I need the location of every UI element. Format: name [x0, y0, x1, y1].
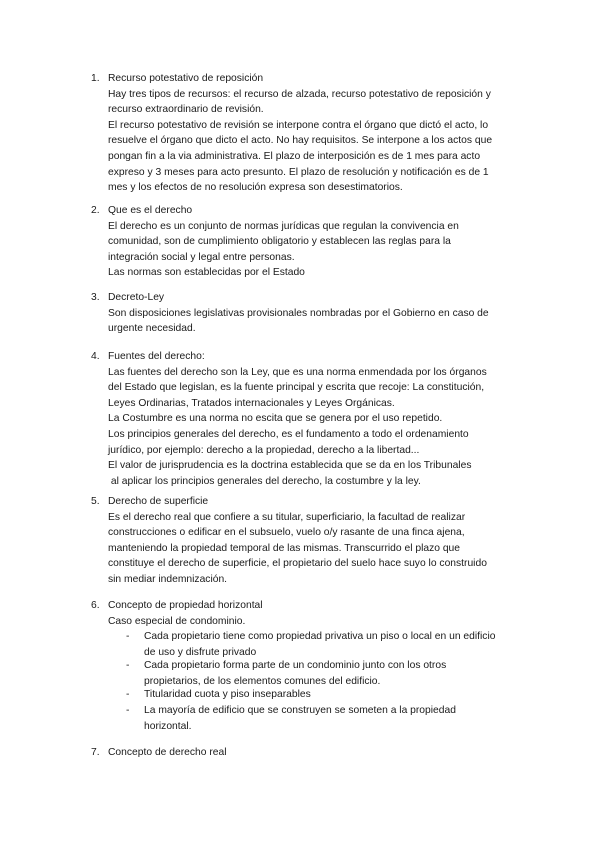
paragraph-line: recurso extraordinario de revisión.	[108, 104, 264, 116]
paragraph-line: Hay tres tipos de recursos: el recurso de alzada, recurso potestativo de reposición y	[108, 88, 491, 100]
section-title: Concepto de derecho real	[108, 747, 227, 758]
bullet-line: de uso y disfrute privado	[144, 646, 257, 658]
paragraph-line: El valor de jurisprudencia es la doctrina establecida que se da en los Tribunales	[108, 460, 472, 472]
section-title: Recurso potestativo de reposición	[108, 73, 264, 84]
paragraph-line: expreso y 3 meses para acto presunto. El plazo de resolución y notificación es de 1	[108, 166, 489, 178]
paragraph-line: comunidad, son de cumplimiento obligatorio y establecen las reglas para la	[108, 236, 451, 248]
section-title: Que es el derecho	[108, 205, 193, 216]
section-number: 7.	[91, 747, 100, 758]
section-title: Concepto de propiedad horizontal	[108, 600, 263, 611]
paragraph-line: mes y los efectos de no resolución expresa son desestimatorios.	[108, 182, 403, 194]
bullet-line: Cada propietario forma parte de un condominio junto con los otros	[144, 660, 447, 671]
section-title: Derecho de superficie	[108, 496, 209, 507]
paragraph-line: del Estado que legislan, es la fuente principal y escrita que recoje: La constitución,	[108, 382, 485, 394]
section-number: 5.	[91, 496, 100, 507]
bullet-line: La mayoría de edificio que se construyen se someten a la propiedad	[144, 705, 456, 716]
section-title: Fuentes del derecho:	[108, 351, 205, 362]
paragraph-line: pongan fin a la via administrativa. El plazo de interposición es de 1 mes para acto	[108, 150, 481, 162]
paragraph-line: La Costumbre es una norma no escita que se genera por el uso repetido.	[108, 413, 443, 425]
section-number: 6.	[91, 600, 100, 611]
section-number: 1.	[91, 73, 100, 84]
section-number: 3.	[91, 292, 100, 303]
section-number: 2.	[91, 205, 100, 216]
dash-bullet: -	[126, 689, 130, 700]
paragraph-line: Leyes Ordinarias, Tratados internacionales y Leyes Orgánicas.	[108, 397, 395, 409]
paragraph-line: construcciones o edificar en el subsuelo, vuelo o/y rasante de una finca ajena,	[108, 527, 465, 539]
paragraph-line: jurídico, por ejemplo: derecho a la propiedad, derecho a la libertad...	[108, 444, 420, 456]
bullet-line: Titularidad cuota y piso inseparables	[144, 689, 311, 700]
section-title: Decreto-Ley	[108, 292, 165, 303]
paragraph-line: manteniendo la propiedad temporal de las mismas. Transcurrido el plazo que	[108, 542, 461, 554]
paragraph-line: Es el derecho real que confiere a su titular, superficiario, la facultad de realizar	[108, 511, 466, 523]
dash-bullet: -	[126, 660, 130, 671]
section-number: 4.	[91, 351, 100, 362]
paragraph-line: El derecho es un conjunto de normas jurídicas que regulan la convivencia en	[108, 220, 459, 232]
bullet-line: Cada propietario tiene como propiedad privativa un piso o local en un edificio	[144, 631, 496, 642]
paragraph-line: Los principios generales del derecho, es el fundamento a todo el ordenamiento	[108, 428, 469, 440]
bullet-line: horizontal.	[144, 720, 192, 732]
bullet-line: propietarios, de los elementos comunes del edificio.	[144, 675, 381, 687]
paragraph-line: urgente necesidad.	[108, 323, 196, 335]
paragraph-line: constituye el derecho de superficie, el propietario del suelo hace suyo lo construido	[108, 558, 487, 570]
paragraph-line: al aplicar los principios generales del derecho, la costumbre y la ley.	[108, 475, 421, 487]
paragraph-line: El recurso potestativo de revisión se interpone contra el órgano que dictó el acto, lo	[108, 119, 489, 131]
paragraph-line: Las normas son establecidas por el Estado	[108, 267, 305, 279]
paragraph-line: integración social y legal entre personas.	[108, 251, 295, 263]
paragraph-line: resuelve el órgano que dicto el acto. No hay requisitos. Se interpone a los actos que	[108, 135, 493, 147]
paragraph-line: Son disposiciones legislativas provisionales nombradas por el Gobierno en caso de	[108, 307, 489, 319]
dash-bullet: -	[126, 631, 130, 642]
paragraph-line: sin mediar indemnización.	[108, 573, 228, 585]
paragraph-line: Las fuentes del derecho son la Ley, que es una norma enmendada por los órganos	[108, 366, 487, 378]
dash-bullet: -	[126, 705, 130, 716]
paragraph-line: Caso especial de condominio.	[108, 615, 246, 627]
